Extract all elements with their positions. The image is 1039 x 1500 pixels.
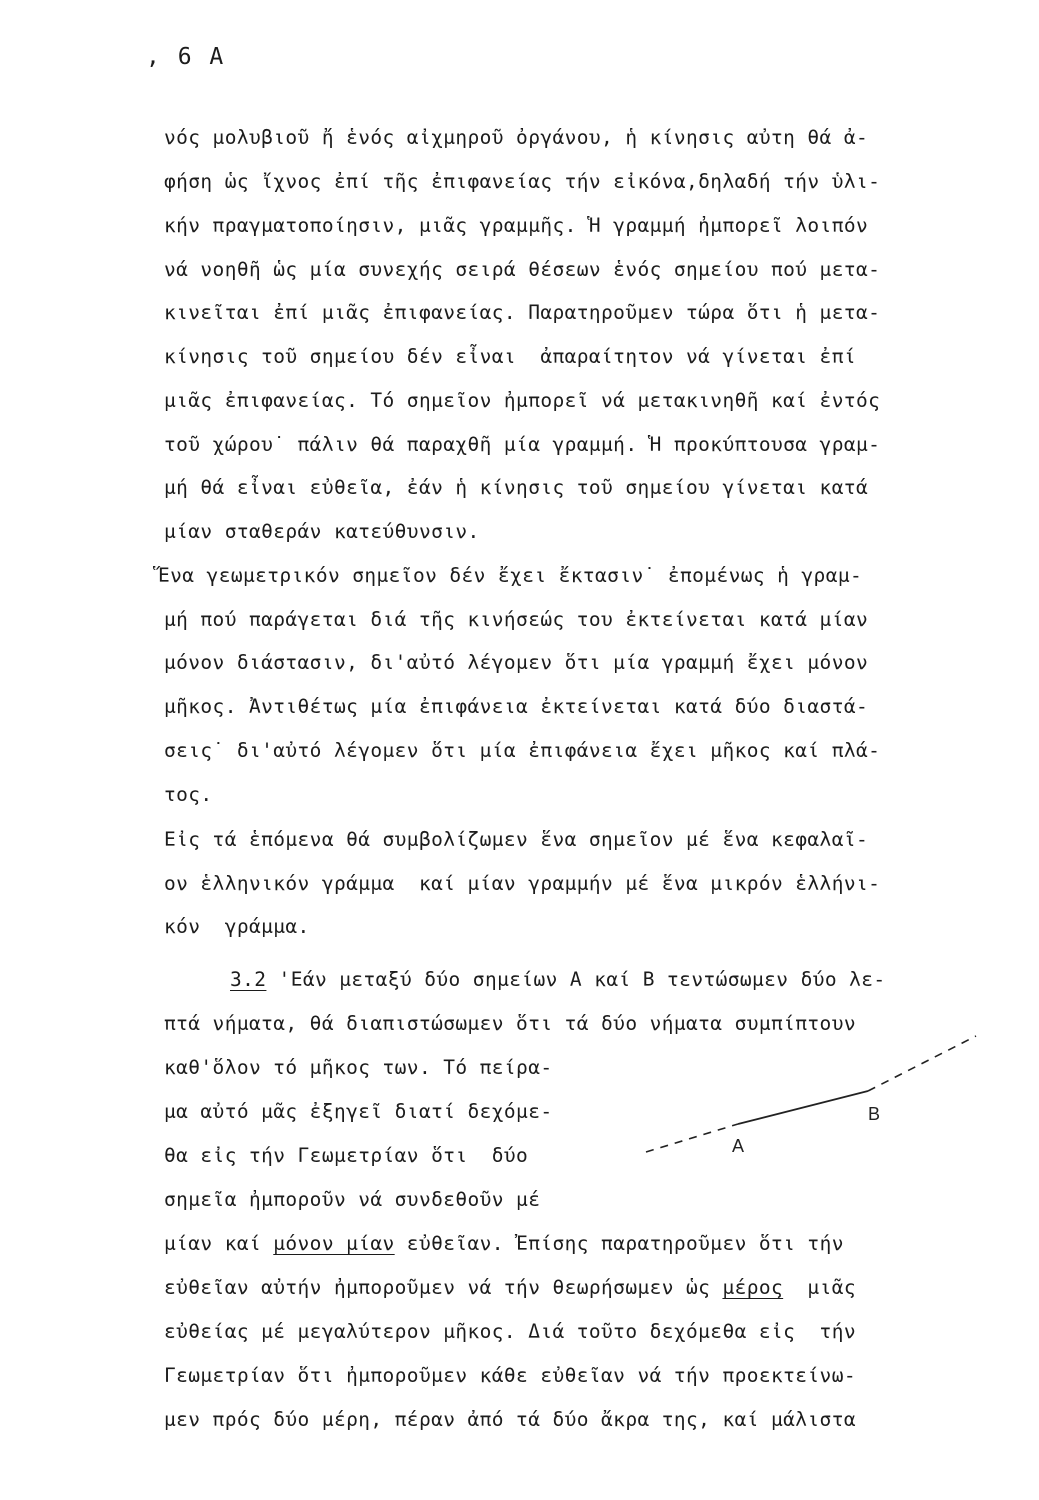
text-span: εὐθεῖαν. Ἐπίσης παρατηροῦμεν ὅτι τήν bbox=[394, 1232, 844, 1255]
text-line: ον ἑλληνικόν γράμμα καί μίαν γραμμήν μέ ἕνα μικρόν ἑλλήνι- bbox=[164, 872, 881, 895]
text-line: μεν πρός δύο μέρη, πέραν ἀπό τά δύο ἄκρα της, καί μάλιστα bbox=[164, 1408, 856, 1431]
text-line: μιᾶς ἐπιφανείας. Τό σημεῖον ἠμπορεῖ νά μετακινηθῆ καί ἐντός bbox=[164, 389, 881, 412]
text-line: νά νοηθῆ ὡς μία συνεχής σειρά θέσεων ἑνός σημείου πού μετα- bbox=[164, 258, 881, 281]
text-line: κίνησις τοῦ σημείου δέν εἶναι ἀπαραίτητον νά γίνεται ἐπί bbox=[164, 345, 856, 368]
text-line bbox=[164, 1230, 844, 1258]
point-a-label: A bbox=[732, 1136, 745, 1156]
text-line: Γεωμετρίαν ὅτι ἠμποροῦμεν κάθε εὐθεῖαν νά τήν προεκτείνω- bbox=[164, 1364, 856, 1387]
extension-right-dashed bbox=[868, 1036, 976, 1091]
text-line: μόνον διάστασιν, δι'αὐτό λέγομεν ὅτι μία γραμμή ἔχει μόνον bbox=[164, 651, 869, 674]
text-line: Εἰς τά ἑπόμενα θά συμβολίζωμεν ἕνα σημεῖον μέ ἕνα κεφαλαῖ- bbox=[164, 828, 869, 851]
text-line: νός μολυβιοῦ ἤ ἑνός αἰχμηροῦ ὀργάνου, ἡ κίνησις αὐτη θά ἀ- bbox=[164, 126, 869, 149]
text-line: μῆκος. Ἀντιθέτως μία ἐπιφάνεια ἐκτείνεται κατά δύο διαστά- bbox=[164, 695, 869, 718]
text-line: μίαν σταθεράν κατεύθυνσιν. bbox=[164, 520, 480, 543]
text-line: μή πού παράγεται διά τῆς κινήσεώς του ἐκτείνεται κατά μίαν bbox=[164, 608, 869, 631]
underlined-phrase: μόνον μίαν bbox=[273, 1232, 395, 1255]
text-line: κήν πραγματοποίησιν, μιᾶς γραμμῆς. Ἡ γραμμή ἠμπορεῖ λοιπόν bbox=[164, 214, 869, 237]
section-heading-line bbox=[230, 966, 886, 994]
text-span: μίαν καί bbox=[164, 1232, 274, 1255]
text-line: σεις˙ δι'αὐτό λέγομεν ὅτι μία ἐπιφάνεια ἔχει μῆκος καί πλά- bbox=[164, 739, 881, 762]
text-line: εὐθείας μέ μεγαλύτερον μῆκος. Διά τοῦτο δεχόμεθα εἰς τήν bbox=[164, 1320, 856, 1343]
underlined-word: μέρος bbox=[722, 1276, 784, 1299]
page-number: , 6 A bbox=[146, 44, 226, 70]
text-line: κινεῖται ἐπί μιᾶς ἐπιφανείας. Παρατηροῦμεν τώρα ὅτι ἡ μετα- bbox=[164, 301, 881, 324]
text-line bbox=[164, 1274, 856, 1302]
text-line: καθ'ὅλον τό μῆκος των. Τό πείρα- bbox=[164, 1056, 553, 1079]
extension-left-dashed bbox=[646, 1124, 738, 1152]
text-line: μή θά εἶναι εὐθεῖα, ἐάν ἡ κίνησις τοῦ σημείου γίνεται κατά bbox=[164, 476, 869, 499]
text-line: τος. bbox=[164, 783, 213, 806]
text-line: τοῦ χώρου˙ πάλιν θά παραχθῆ μία γραμμή. Ἡ προκύπτουσα γραμ- bbox=[164, 433, 881, 456]
text-line: σημεῖα ἠμποροῦν νά συνδεθοῦν μέ bbox=[164, 1188, 541, 1211]
text-line: Ἕνα γεωμετρικόν σημεῖον δέν ἔχει ἔκτασιν˙ ἐπομένως ἡ γραμ- bbox=[158, 564, 863, 587]
text-line: κόν γράμμα. bbox=[164, 915, 310, 938]
text-line: μα αὐτό μᾶς ἐξηγεῖ διατί δεχόμε- bbox=[164, 1100, 553, 1123]
section-number: 3.2 bbox=[230, 968, 267, 991]
text-line: φήση ὡς ἴχνος ἐπί τῆς ἐπιφανείας τήν εἰκόνα,δηλαδή τήν ὑλι- bbox=[164, 170, 881, 193]
text-line: πτά νήματα, θά διαπιστώσωμεν ὅτι τά δύο νήματα συμπίπτουν bbox=[164, 1012, 856, 1035]
text-span: εὐθεῖαν αὐτήν ἠμποροῦμεν νά τήν θεωρήσωμεν ὡς bbox=[164, 1276, 723, 1299]
section-heading-text: 'Εάν μεταξύ δύο σημείων Α καί Β τεντώσωμεν δύο λε- bbox=[266, 968, 886, 991]
text-span: μιᾶς bbox=[783, 1276, 856, 1299]
text-line: θα εἰς τήν Γεωμετρίαν ὅτι δύο bbox=[164, 1144, 529, 1167]
point-b-label: B bbox=[868, 1104, 881, 1124]
line-segment-figure bbox=[636, 1030, 986, 1170]
segment-ab bbox=[738, 1091, 868, 1124]
